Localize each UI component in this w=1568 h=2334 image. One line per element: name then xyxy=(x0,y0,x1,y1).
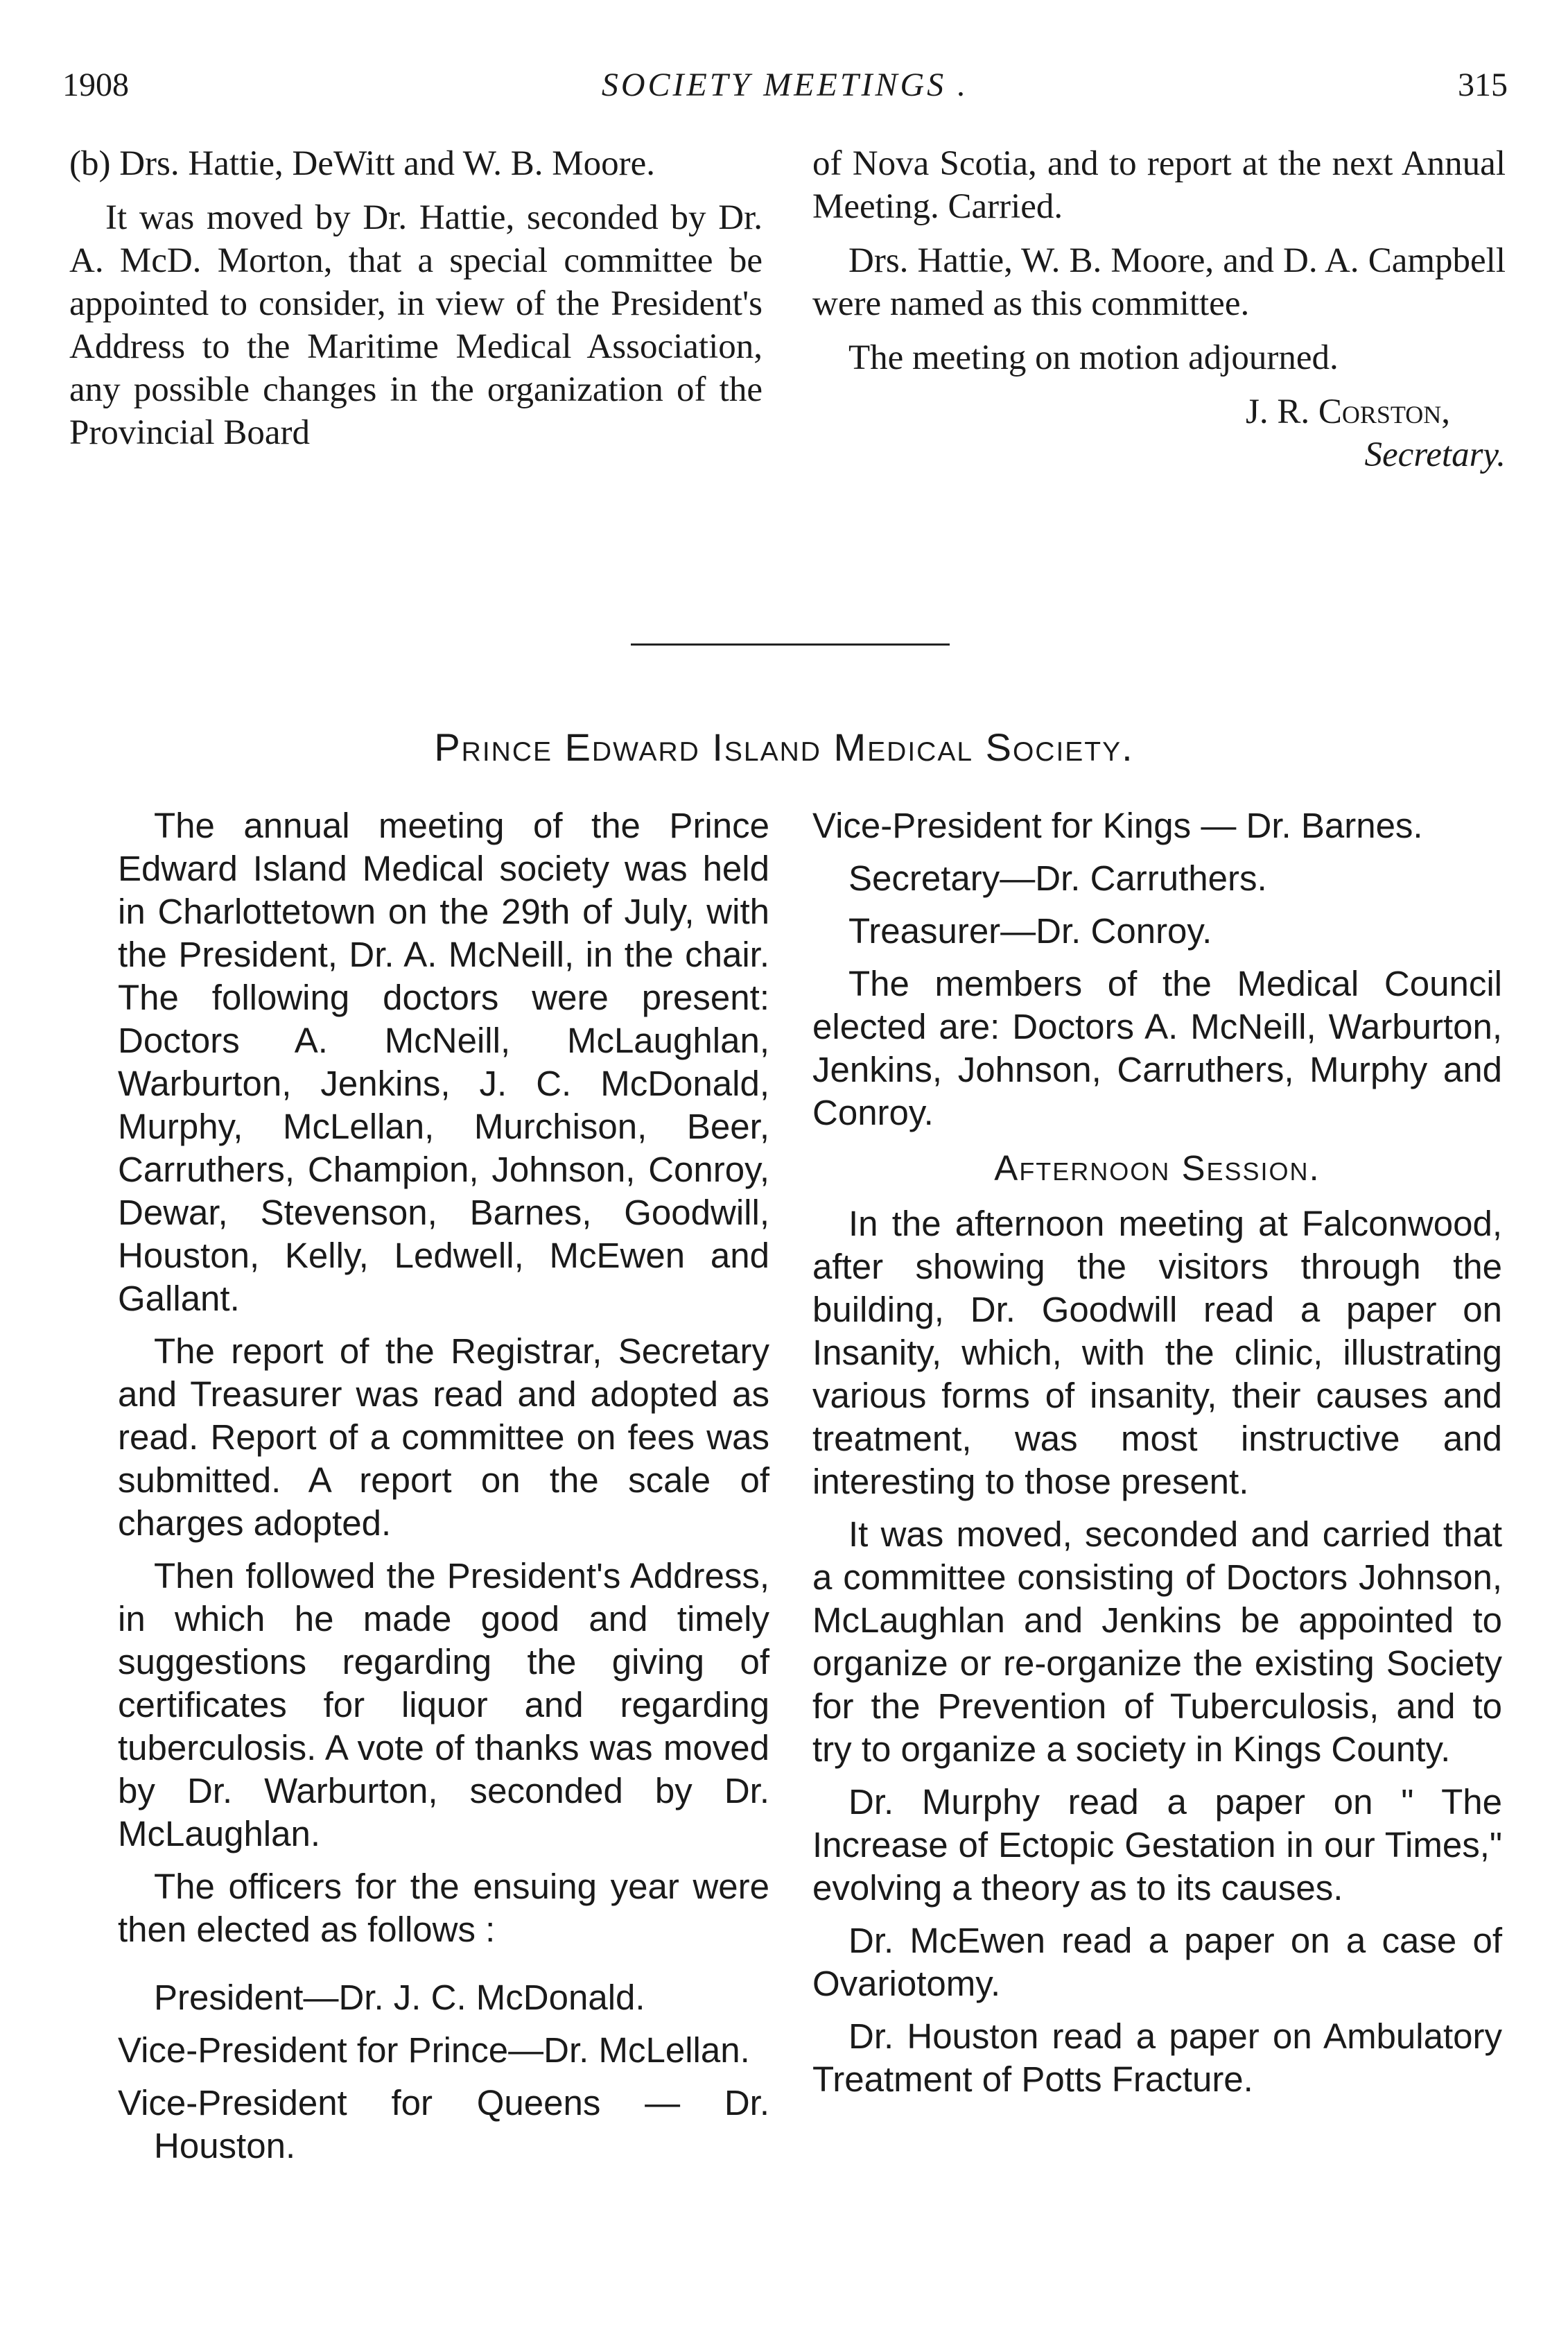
signature-title: Secretary. xyxy=(1364,435,1506,474)
officer-line: Vice-President for Kings — Dr. Barnes. xyxy=(812,806,1423,845)
afternoon-heading: Afternoon Session. xyxy=(994,1148,1321,1188)
paragraph: The members of the Medical Council elected are: Doctors A. McNeill, Warburton, Jenkins, Johnson, Carruthers, Murphy and Conroy. xyxy=(812,964,1502,1132)
page-header xyxy=(62,66,1508,121)
officer-line: Vice-President for Prince—Dr. McLellan. xyxy=(118,2030,750,2070)
officer-line: Vice-President for Queens — Dr. Houston. xyxy=(118,2083,769,2166)
paragraph: It was moved by Dr. Hattie, seconded by Dr. A. McD. Morton, that a special committee be appointed to consider, in view of the President's Address to the Maritime Medical Association, any possible changes in the organization of the Provincial Board xyxy=(69,198,763,452)
pei-left-column xyxy=(118,804,769,2177)
paragraph: The annual meeting of the Prince Edward Island Medical society was held in Charlottetown on the 29th of July, with the President, Dr. A. McNeill, in the chair. The following doctors were present: Doctors A. McNeill, McLaughlan, Warburton, Jenkins, J. C. McDonald, Murphy, McLellan, Murchison, Beer, Carruthers, Champion, Johnson, Conroy, Dewar, Stevenson, Barnes, Goodwill, Houston, Kelly, Ledwell, McEwen and Gallant. xyxy=(118,806,769,1318)
officer-line: Secretary—Dr. Carruthers. xyxy=(848,858,1267,898)
page-number: 315 xyxy=(1458,67,1508,103)
paragraph: The report of the Registrar, Secretary and Treasurer was read and adopted as read. Report of a committee on fees was submitted. A report on the scale of charges adopted. xyxy=(118,1331,769,1543)
header-year: 1908 xyxy=(62,67,129,103)
paragraph: The officers for the ensuing year were then elected as follows : xyxy=(118,1867,769,1949)
paragraph: Dr. McEwen read a paper on a case of Ovariotomy. xyxy=(812,1921,1502,2003)
pei-right-column xyxy=(812,804,1502,2111)
paragraph: It was moved, seconded and carried that a committee consisting of Doctors Johnson, McLaughlan and Jenkins be appointed to organize or re-organize the existing Society for the Prevention of Tuberculosis, and to try to organize a society in Kings County. xyxy=(812,1514,1502,1769)
officer-line: Treasurer—Dr. Conroy. xyxy=(848,911,1212,951)
signature-name: J. R. Corston, xyxy=(1246,392,1450,431)
section-divider xyxy=(631,643,950,646)
paragraph: Dr. Houston read a paper on Ambulatory Treatment of Potts Fracture. xyxy=(812,2016,1502,2099)
paragraph: (b) Drs. Hattie, DeWitt and W. B. Moore. xyxy=(69,144,655,183)
nova-scotia-right-column xyxy=(812,142,1506,476)
paragraph: Dr. Murphy read a paper on " The Increase of Ectopic Gestation in our Times," evolving a theory as to its causes. xyxy=(812,1782,1502,1908)
paragraph: Then followed the President's Address, in which he made good and timely suggestions regarding the giving of certificates for liquor and regarding tuberculosis. A vote of thanks was moved by Dr. Warburton, seconded by Dr. McLaughlan. xyxy=(118,1556,769,1853)
nova-scotia-left-column xyxy=(69,142,763,465)
header-title: SOCIETY MEETINGS . xyxy=(601,67,969,103)
section-title: Prince Edward Island Medical Society. xyxy=(434,725,1134,769)
paragraph: Drs. Hattie, W. B. Moore, and D. A. Campbell were named as this committee. xyxy=(812,241,1506,323)
paragraph: In the afternoon meeting at Falconwood, after showing the visitors through the building, Dr. Goodwill read a paper on Insanity, which, with the clinic, illustrating various forms of insanity, their causes and treatment, was most instructive and interesting to those present. xyxy=(812,1204,1502,1501)
paragraph: The meeting on motion adjourned. xyxy=(848,338,1339,377)
paragraph: of Nova Scotia, and to report at the next Annual Meeting. Carried. xyxy=(812,144,1506,226)
officer-line: President—Dr. J. C. McDonald. xyxy=(154,1978,645,2017)
